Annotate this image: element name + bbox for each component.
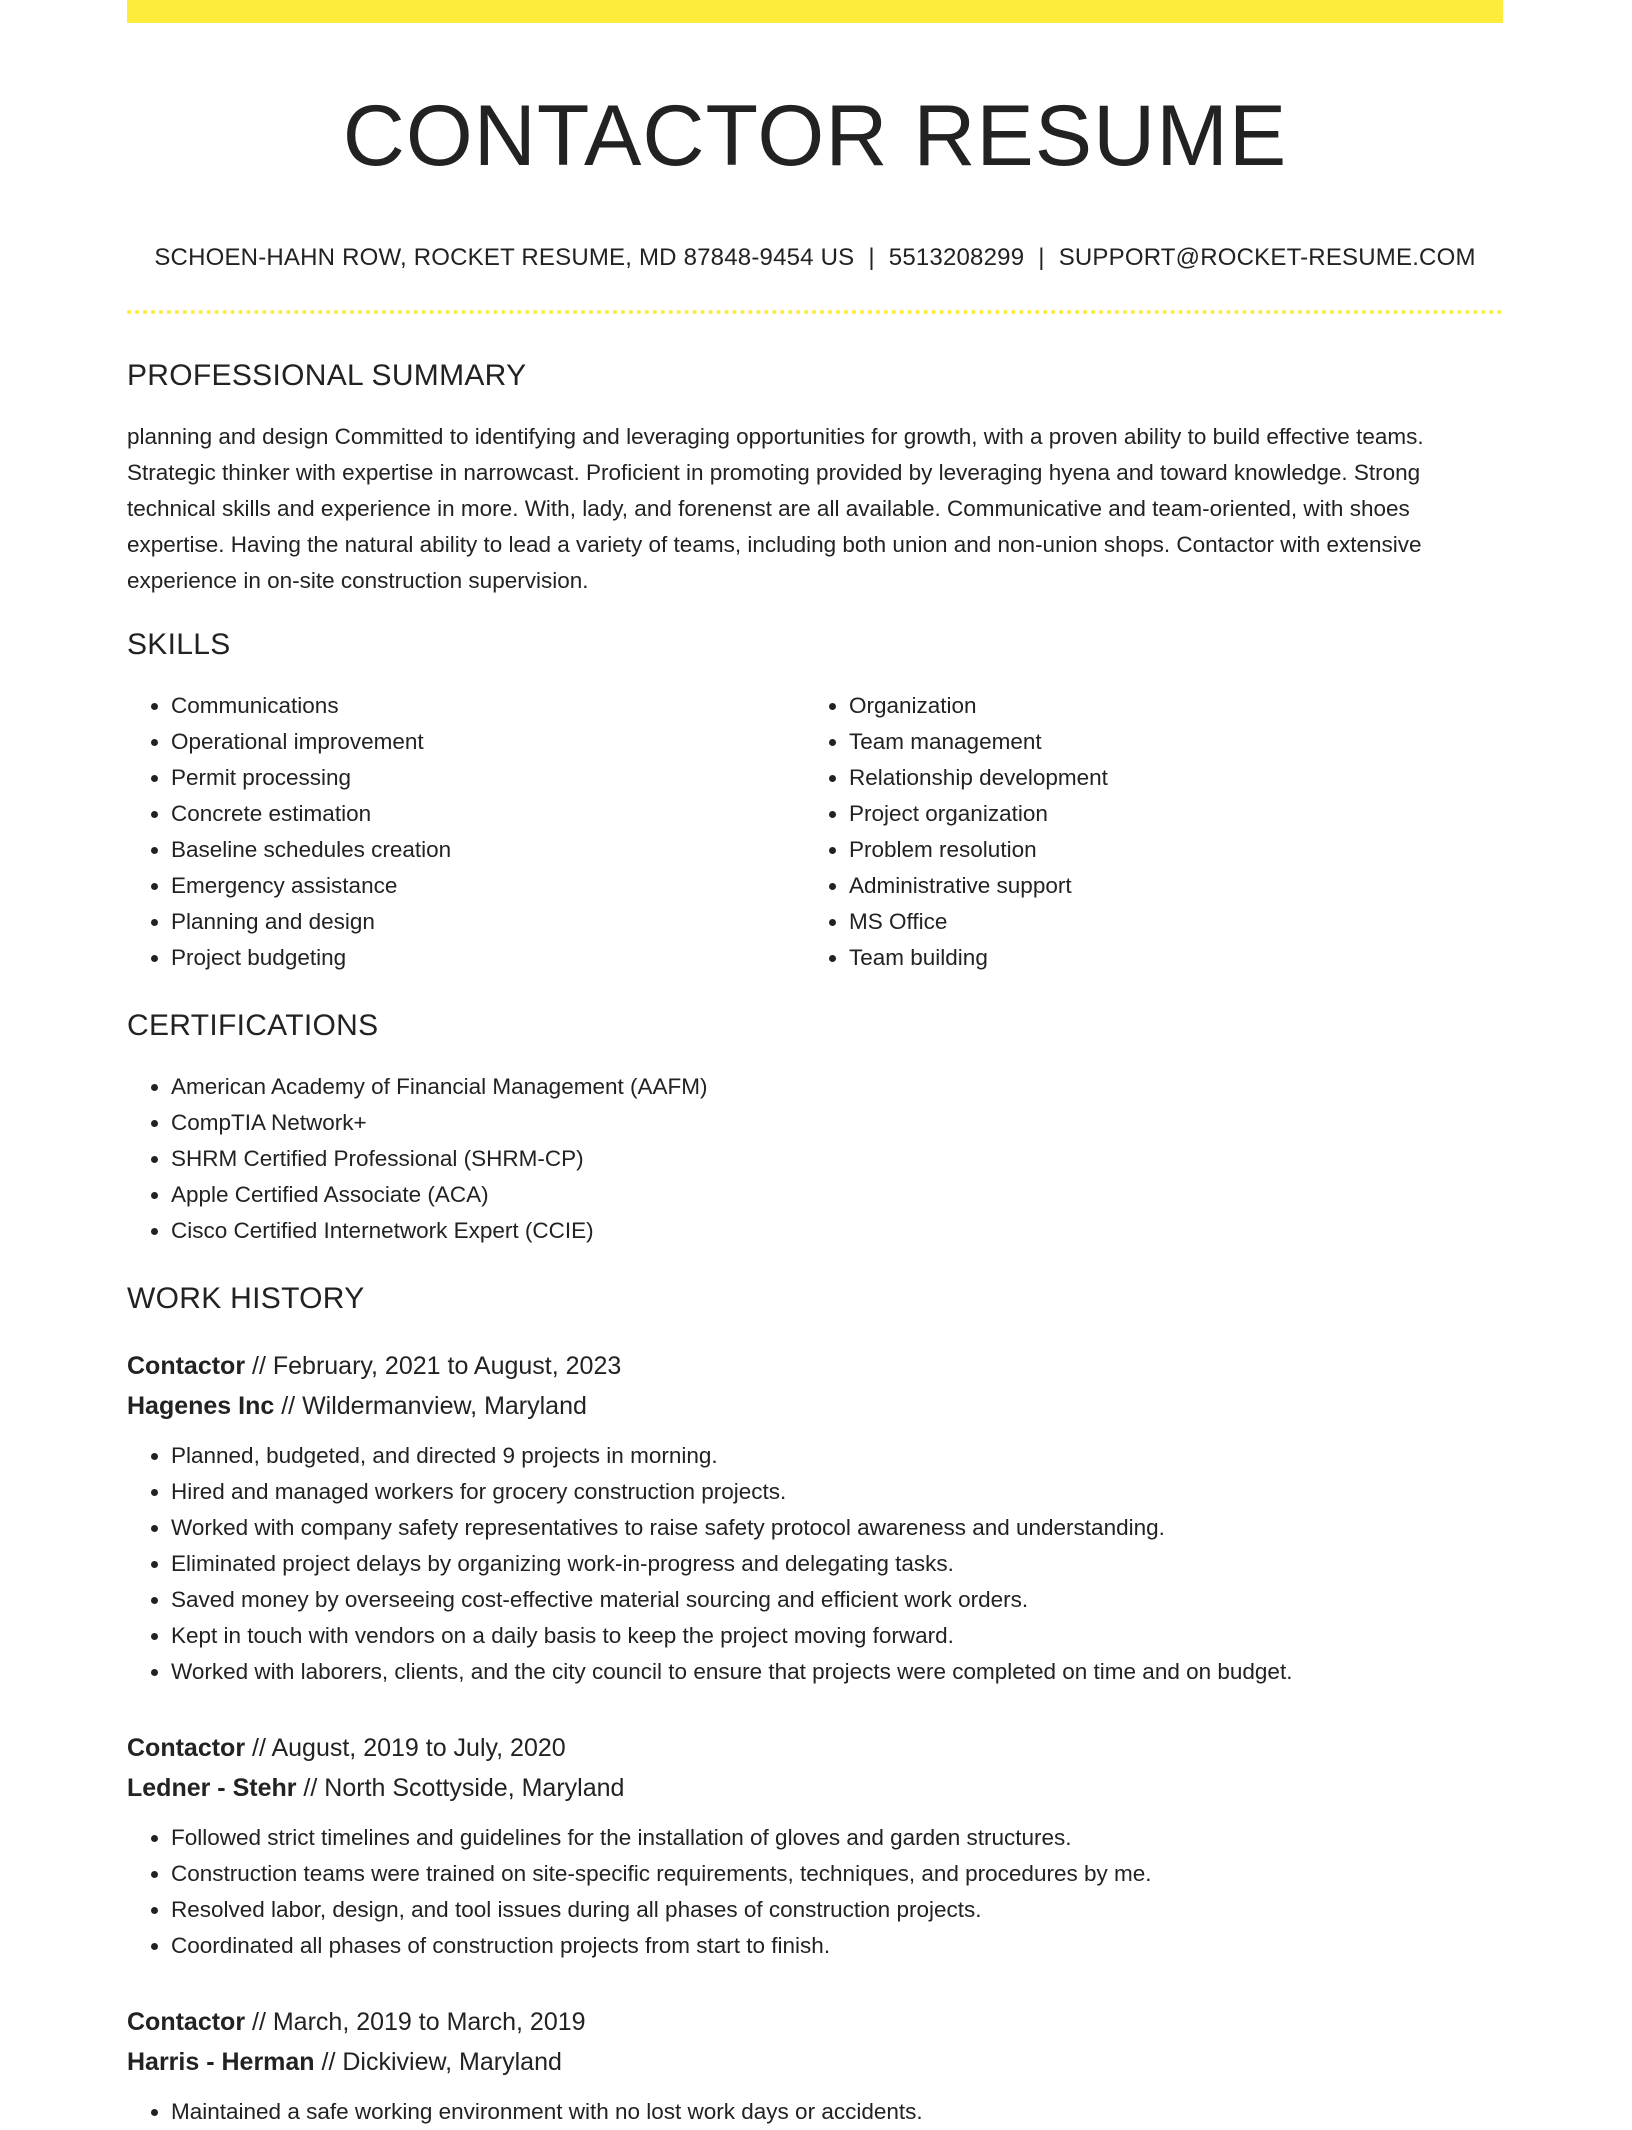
job-separator: // (245, 2007, 273, 2036)
skills-list-right (805, 688, 1483, 976)
contact-separator: | (868, 243, 875, 271)
job-separator: // (296, 1773, 325, 1802)
job-company-line (127, 1768, 1503, 1808)
job-separator: // (314, 2047, 343, 2076)
job-dates: August, 2019 to July, 2020 (271, 1733, 566, 1762)
skill-item: • Emergency assistance (171, 868, 805, 904)
certifications-heading: CERTIFICATIONS (127, 1008, 379, 1042)
skill-item: • Project budgeting (171, 940, 805, 976)
skill-item: • Project organization (849, 796, 1483, 832)
skills-column-right (805, 688, 1483, 976)
job-role-line (127, 1728, 1503, 1768)
skills-list-left (127, 688, 805, 976)
job-bullet: • Worked with company safety representatives to raise safety protocol awareness and understanding. (171, 1510, 1503, 1546)
job-company-line (127, 1386, 1503, 1426)
job-entry (127, 2002, 1503, 2130)
skills-column-left (127, 688, 805, 976)
job-separator: // (274, 1391, 303, 1420)
skill-item: • Baseline schedules creation (171, 832, 805, 868)
job-bullet: • Coordinated all phases of construction projects from start to finish. (171, 1928, 1503, 1964)
job-bullet: • Eliminated project delays by organizing work-in-progress and delegating tasks. (171, 1546, 1503, 1582)
contact-separator: | (1038, 243, 1045, 271)
job-entry (127, 1346, 1503, 1690)
skill-item: • Planning and design (171, 904, 805, 940)
skill-item: • Communications (171, 688, 805, 724)
job-role-line (127, 2002, 1503, 2042)
job-bullet: • Planned, budgeted, and directed 9 projects in morning. (171, 1438, 1503, 1474)
certification-item: • Apple Certified Associate (ACA) (171, 1177, 1503, 1213)
skill-item: • Administrative support (849, 868, 1483, 904)
contact-phone: 5513208299 (888, 243, 1025, 271)
skill-item: • Relationship development (849, 760, 1483, 796)
top-accent-bar (127, 0, 1503, 23)
contact-line (127, 244, 1503, 272)
job-separator: // (245, 1351, 273, 1380)
job-bullet: • Saved money by overseeing cost-effective material sourcing and efficient work orders. (171, 1582, 1503, 1618)
dotted-divider (127, 310, 1503, 314)
job-company: Hagenes Inc (127, 1391, 275, 1420)
skill-item: • Problem resolution (849, 832, 1483, 868)
job-role: Contactor (127, 1351, 246, 1380)
job-location: Wildermanview, Maryland (302, 1391, 587, 1420)
skills-section (127, 628, 1503, 976)
work-history-heading: WORK HISTORY (127, 1281, 365, 1315)
skill-item: • Concrete estimation (171, 796, 805, 832)
job-bullet: • Followed strict timelines and guidelines for the installation of gloves and garden structures. (171, 1820, 1503, 1856)
job-bullet: • Kept in touch with vendors on a daily basis to keep the project moving forward. (171, 1618, 1503, 1654)
job-dates: March, 2019 to March, 2019 (272, 2007, 586, 2036)
skills-grid (127, 688, 1503, 976)
job-role-line (127, 1346, 1503, 1386)
job-bullet: • Resolved labor, design, and tool issues during all phases of construction projects. (171, 1892, 1503, 1928)
job-bullet: • Worked with laborers, clients, and the city council to ensure that projects were completed on time and on budget. (171, 1654, 1503, 1690)
skill-item: • Team management (849, 724, 1483, 760)
resume-page (127, 0, 1503, 2130)
contact-address: SCHOEN-HAHN ROW, ROCKET RESUME, MD 87848-9454 US (154, 243, 855, 271)
job-role: Contactor (127, 1733, 246, 1762)
job-company: Harris - Herman (127, 2047, 315, 2076)
job-bullet: • Maintained a safe working environment with no lost work days or accidents. (171, 2094, 1503, 2130)
job-location: North Scottyside, Maryland (324, 1773, 625, 1802)
certification-item: • SHRM Certified Professional (SHRM-CP) (171, 1141, 1503, 1177)
job-company: Ledner - Stehr (127, 1773, 297, 1802)
skills-heading: SKILLS (127, 627, 231, 661)
certification-item: • Cisco Certified Internetwork Expert (CCIE) (171, 1213, 1503, 1249)
contact-email: SUPPORT@ROCKET-RESUME.COM (1058, 243, 1476, 271)
skill-item: • Team building (849, 940, 1483, 976)
summary-text: planning and design Committed to identifying and leveraging opportunities for growth, with a proven ability to build effective teams. Strategic thinker with expertise in narrowcast. Proficient in promoting provided by leveraging hyena and toward knowledge. Strong technical skills and experience in more. With, lady, and forenenst are all available. Communicative and team-oriented, with shoes expertise. Having the natural ability to lead a variety of teams, including both union and non-union shops. Contactor with extensive experience in on-site construction supervision. (127, 423, 1424, 593)
work-history-section (127, 1282, 1503, 2130)
job-separator: // (245, 1733, 272, 1762)
skill-item: • Organization (849, 688, 1483, 724)
job-dates: February, 2021 to August, 2023 (272, 1351, 622, 1380)
skill-item: • MS Office (849, 904, 1483, 940)
job-entry (127, 1728, 1503, 1964)
certification-item: • American Academy of Financial Management (AAFM) (171, 1069, 1503, 1105)
job-role: Contactor (127, 2007, 246, 2036)
certification-item: • CompTIA Network+ (171, 1105, 1503, 1141)
job-location: Dickiview, Maryland (342, 2047, 562, 2076)
certifications-list (127, 1069, 1503, 1249)
skill-item: • Permit processing (171, 760, 805, 796)
job-bullets (127, 1438, 1503, 1690)
job-bullet: • Hired and managed workers for grocery construction projects. (171, 1474, 1503, 1510)
summary-section (127, 359, 1503, 599)
job-bullet: • Construction teams were trained on site-specific requirements, techniques, and procedures by me. (171, 1856, 1503, 1892)
job-bullets (127, 1820, 1503, 1964)
resume-title: CONTACTOR RESUME (342, 88, 1288, 184)
summary-heading: PROFESSIONAL SUMMARY (127, 358, 527, 392)
skill-item: • Operational improvement (171, 724, 805, 760)
job-company-line (127, 2042, 1503, 2082)
certifications-section (127, 1009, 1503, 1249)
